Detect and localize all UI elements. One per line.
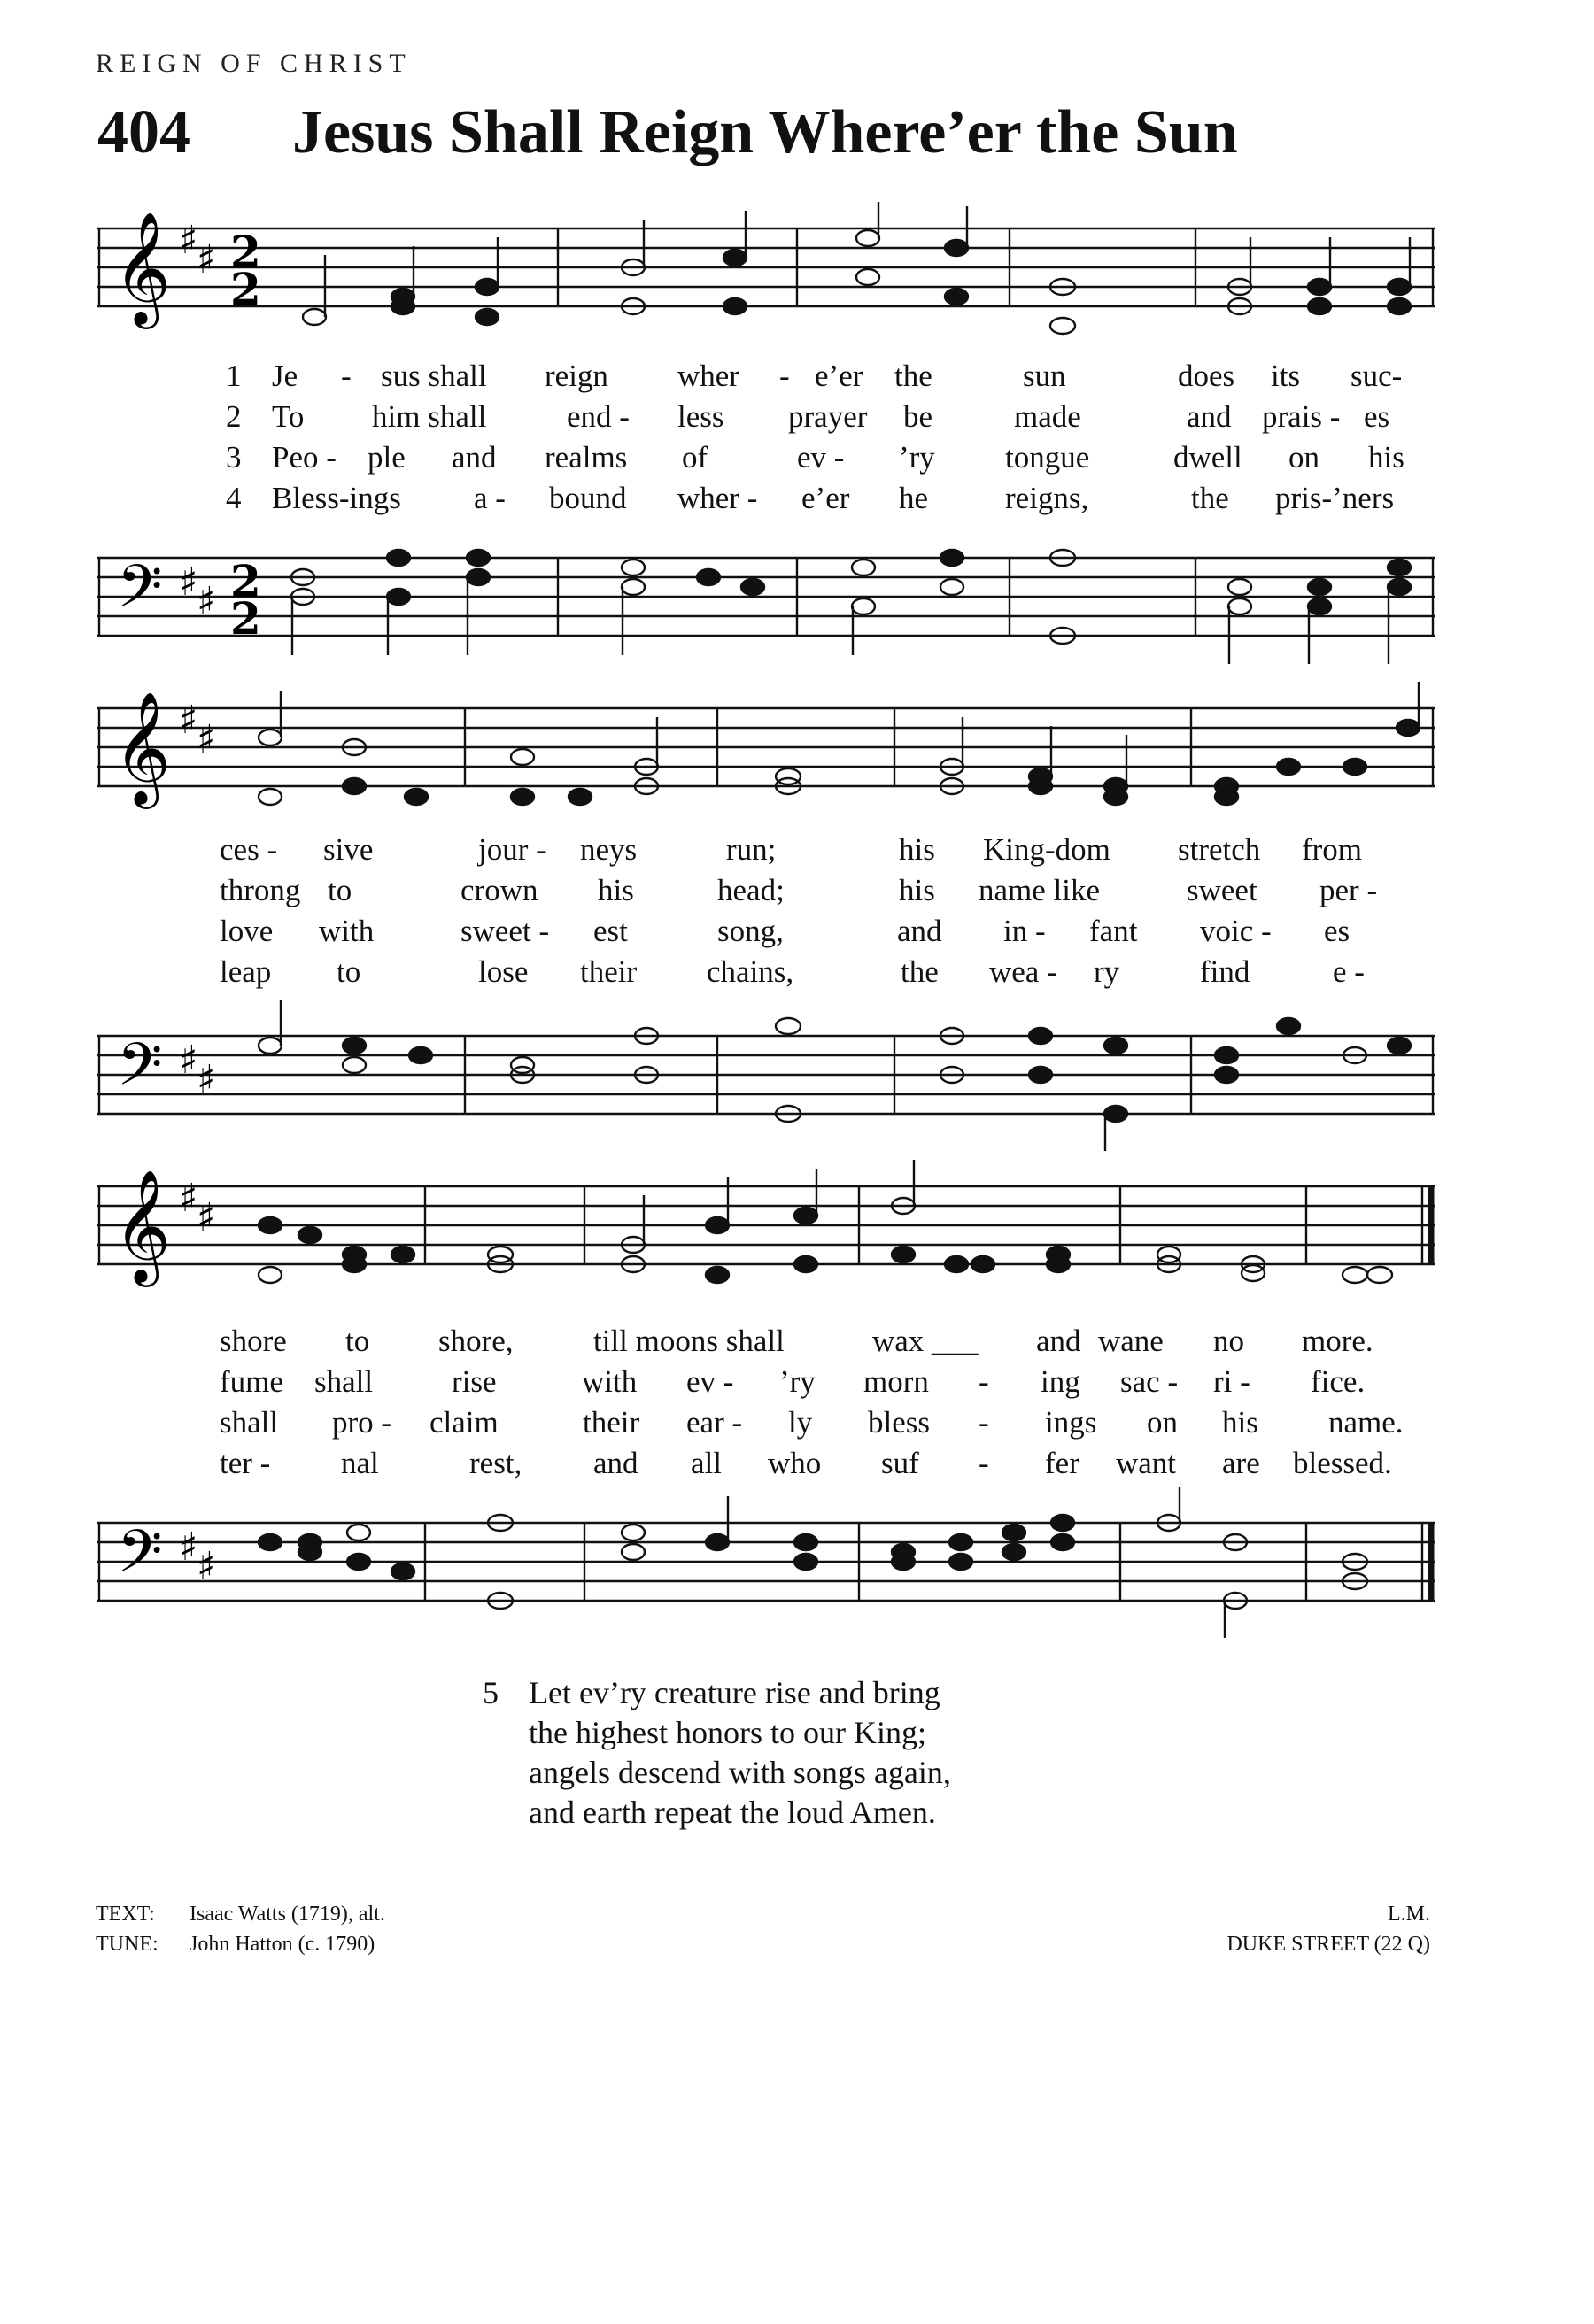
stanza-number: 5 — [483, 1675, 499, 1710]
lyric-line: leap to lose their chains, the wea - ry find e - — [220, 954, 1365, 989]
stanza-line: Let ev’ry creature rise and bring — [529, 1675, 940, 1710]
stanza-line: angels descend with songs again, — [529, 1755, 951, 1790]
lyric-line: throng to crown his head; his name like sweet per - — [220, 873, 1378, 907]
stanza-line: the highest honors to our King; — [529, 1715, 926, 1750]
svg-text:2: 2 — [230, 555, 261, 607]
tune-name: DUKE STREET (22 Q) — [1226, 1933, 1430, 1956]
lyric-line: 4 Bless-ings a - bound wher - e’er he reigns, the pris-’ners — [226, 481, 1395, 515]
bass-clef-icon: 𝄢 — [117, 1031, 163, 1113]
lyric-line: ces - sive jour - neys run; his King-dom stretch from — [220, 832, 1363, 867]
sharp-icon: ♯ — [179, 1038, 198, 1083]
sharp-icon: ♯ — [179, 1525, 198, 1570]
lyric-line: shall pro - claim their ear - ly bless - ings on his name. — [220, 1405, 1404, 1440]
lyric-line: fume shall rise with ev - ’ry morn - ing sac - ri - fice. — [220, 1364, 1366, 1399]
treble-clef-icon: 𝄞 — [113, 1169, 172, 1282]
sharp-icon: ♯ — [179, 698, 198, 743]
svg-text:2: 2 — [230, 592, 261, 645]
stanza-line: and earth repeat the loud Amen. — [529, 1795, 936, 1830]
meter: L.M. — [1388, 1903, 1430, 1926]
bass-clef-icon: 𝄢 — [117, 1517, 163, 1600]
lyric-line: shore to shore, till moons shall wax ___ and wane no more. — [220, 1324, 1373, 1358]
treble-staff-system-1 — [97, 202, 1435, 354]
treble-clef-icon: 𝄞 — [113, 211, 172, 324]
lyrics-system-1 — [102, 359, 1430, 521]
treble-staff-system-2 — [97, 682, 1435, 834]
sharp-icon: ♯ — [197, 1057, 216, 1102]
svg-text:2: 2 — [230, 226, 261, 278]
lyric-line: 3 Peo - ple and realms of ev - ’ry tongue dwell on his — [226, 440, 1404, 475]
bass-staff-system-1 — [97, 522, 1435, 675]
sharp-icon: ♯ — [197, 237, 216, 282]
bass-clef-icon: 𝄢 — [117, 552, 163, 635]
lyric-line: love with sweet - est song, and in - fant voic - es — [220, 914, 1350, 948]
lyric-line: ter - nal rest, and all who suf - fer want are blessed. — [220, 1446, 1392, 1480]
sharp-icon: ♯ — [197, 579, 216, 624]
treble-clef-icon: 𝄞 — [113, 691, 172, 804]
sharp-icon: ♯ — [197, 717, 216, 762]
bass-staff-system-3 — [97, 1487, 1435, 1640]
lyric-line: 1 Je - sus shall reign wher - e’er the sun does its suc- — [226, 359, 1403, 393]
credits-left — [96, 1899, 385, 1959]
svg-text:2: 2 — [230, 263, 261, 315]
sharp-icon: ♯ — [179, 218, 198, 263]
section-heading: REIGN OF CHRIST — [96, 49, 412, 78]
credits-right — [1226, 1899, 1430, 1959]
stanza-5 — [483, 1673, 951, 1833]
tune-credit: TUNE: John Hatton (c. 1790) — [96, 1933, 375, 1956]
hymn-title: Jesus Shall Reign Where’er the Sun — [292, 98, 1238, 166]
lyrics-system-3 — [102, 1324, 1430, 1486]
hymn-number: 404 — [97, 98, 190, 166]
sharp-icon: ♯ — [197, 1195, 216, 1240]
sharp-icon: ♯ — [179, 1176, 198, 1221]
sharp-icon: ♯ — [179, 560, 198, 605]
treble-staff-system-3 — [97, 1160, 1435, 1312]
text-credit: TEXT: Isaac Watts (1719), alt. — [96, 1903, 385, 1926]
lyric-line: 2 To him shall end - less prayer be made and prais - es — [226, 399, 1390, 434]
sharp-icon: ♯ — [197, 1544, 216, 1589]
lyrics-system-2 — [102, 832, 1430, 995]
bass-staff-system-2 — [97, 1000, 1435, 1153]
